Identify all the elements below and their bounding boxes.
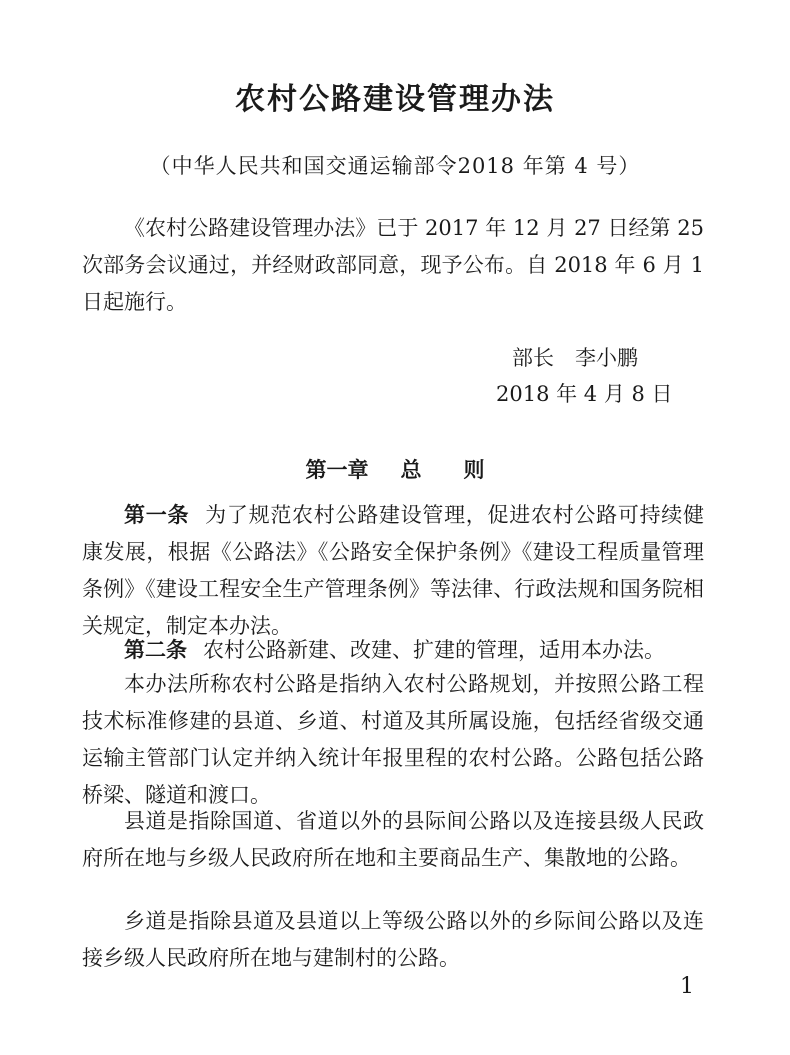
- chapter-number: 第一章: [305, 458, 369, 482]
- signature-minister: 部长 李小鹏: [512, 346, 638, 370]
- article-2-label: 第二条: [124, 638, 187, 662]
- document-subtitle: （中华人民共和国交通运输部令2018 年第 4 号）: [149, 154, 641, 178]
- preamble-paragraph: 《农村公路建设管理办法》已于 2017 年 12 月 27 日经第 25 次部务会议通过，并经财政部同意，现予公布。自 2018 年 6 月 1 日起施行。: [82, 216, 704, 314]
- paragraph-township-road: 乡道是指除县道及县道以上等级公路以外的乡际间公路以及连接乡级人民政府所在地与建制村的公路。: [82, 909, 704, 970]
- chapter-heading: [0, 454, 790, 484]
- article-2-text: 农村公路新建、改建、扩建的管理，适用本办法。: [203, 638, 665, 662]
- article-2: [82, 632, 704, 669]
- document-title: 农村公路建设管理办法: [235, 82, 555, 117]
- paragraph-rural-road-definition: 本办法所称农村公路是指纳入农村公路规划，并按照公路工程技术标准修建的县道、乡道、村道及其所属设施，包括经省级交通运输主管部门认定并纳入统计年报里程的农村公路。公路包括公路桥梁、隧道和渡口。: [82, 672, 704, 807]
- paragraph-county-road: 县道是指除国道、省道以外的县际间公路以及连接县级人民政府所在地与乡级人民政府所在地和主要商品生产、集散地的公路。: [82, 809, 704, 870]
- article-1-label: 第一条: [124, 503, 190, 527]
- chapter-name-part2: 则: [463, 458, 485, 482]
- article-1-text: 为了规范农村公路建设管理，促进农村公路可持续健康发展，根据《公路法》《公路安全保护条例》《建设工程质量管理条例》《建设工程安全生产管理条例》等法律、行政法规和国务院相关规定，制定本办法。: [82, 503, 705, 638]
- article-1: [82, 497, 704, 645]
- page-number: 1: [680, 974, 694, 999]
- signature-date: 2018 年 4 月 8 日: [496, 382, 673, 406]
- chapter-name-part1: 总: [400, 458, 422, 482]
